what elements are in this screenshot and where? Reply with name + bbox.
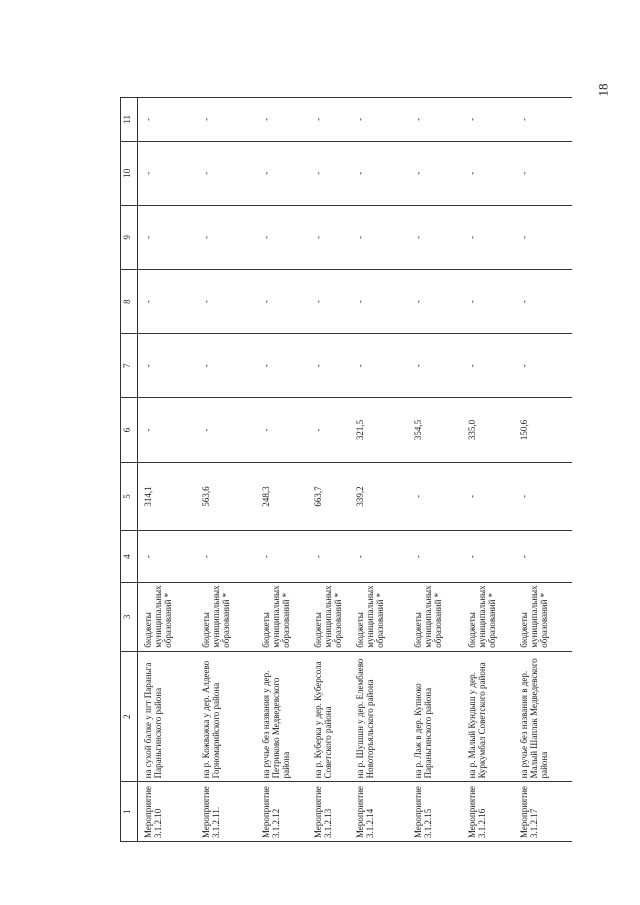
cell-col-11: - (408, 98, 462, 142)
cell-col-5: 563,6 (196, 462, 256, 531)
cell-col-8: - (256, 270, 308, 334)
cell-col-1: Мероприятие 3.1.2.11. (196, 782, 256, 842)
cell-col-5: 314,1 (138, 462, 196, 531)
cell-col-11: - (256, 98, 308, 142)
cell-col-4: - (308, 531, 350, 583)
cell-col-11: - (514, 98, 572, 142)
cell-col-4: - (514, 531, 572, 583)
cell-col-8: - (308, 270, 350, 334)
col-header-7: 7 (121, 334, 138, 398)
table-row (308, 98, 350, 842)
cell-col-10: - (256, 141, 308, 205)
cell-col-4: - (138, 531, 196, 583)
cell-col-1: Мероприятие 3.1.2.16 (462, 782, 514, 842)
cell-col-8: - (350, 270, 408, 334)
cell-col-3: бюджеты муниципальных образований * (350, 582, 408, 651)
cell-col-2: на ручье без названия у дер. Петриково Медведевского района (256, 651, 308, 782)
cell-col-7: - (196, 334, 256, 398)
cell-col-1: Мероприятие 3.1.2.13 (308, 782, 350, 842)
col-header-5: 5 (121, 462, 138, 531)
table-body (138, 98, 572, 842)
cell-col-6: 321,5 (350, 398, 408, 462)
cell-col-5: 663,7 (308, 462, 350, 531)
table-row (408, 98, 462, 842)
cell-col-8: - (514, 270, 572, 334)
cell-col-3: бюджеты муниципальных образований * (256, 582, 308, 651)
table-row (196, 98, 256, 842)
cell-col-7: - (350, 334, 408, 398)
cell-col-1: Мероприятие 3.1.2.14 (350, 782, 408, 842)
table-row (256, 98, 308, 842)
cell-col-7: - (138, 334, 196, 398)
col-header-11: 11 (121, 98, 138, 142)
budget-table (120, 97, 572, 842)
table-row (514, 98, 572, 842)
col-header-9: 9 (121, 205, 138, 269)
cell-col-1: Мероприятие 3.1.2.17 (514, 782, 572, 842)
cell-col-7: - (514, 334, 572, 398)
cell-col-9: - (350, 205, 408, 269)
cell-col-11: - (308, 98, 350, 142)
cell-col-6: - (196, 398, 256, 462)
cell-col-2: на сухой балке у пгт Параньга Параньгинского района (138, 651, 196, 782)
col-header-8: 8 (121, 270, 138, 334)
cell-col-8: - (462, 270, 514, 334)
cell-col-4: - (462, 531, 514, 583)
col-header-1: 1 (121, 782, 138, 842)
cell-col-9: - (408, 205, 462, 269)
cell-col-2: на р. Малый Кундыш у дер. Куркумбал Советского района (462, 651, 514, 782)
cell-col-2: на р. Кожважка у дер. Алдеево Горномарийского района (196, 651, 256, 782)
cell-col-7: - (256, 334, 308, 398)
cell-col-10: - (308, 141, 350, 205)
cell-col-11: - (138, 98, 196, 142)
cell-col-10: - (408, 141, 462, 205)
cell-col-6: - (138, 398, 196, 462)
cell-col-10: - (462, 141, 514, 205)
cell-col-5: - (408, 462, 462, 531)
cell-col-3: бюджеты муниципальных образований * (462, 582, 514, 651)
cell-col-3: бюджеты муниципальных образований * (308, 582, 350, 651)
col-header-10: 10 (121, 141, 138, 205)
cell-col-4: - (256, 531, 308, 583)
cell-col-9: - (196, 205, 256, 269)
cell-col-5: - (462, 462, 514, 531)
cell-col-9: - (138, 205, 196, 269)
cell-col-11: - (196, 98, 256, 142)
cell-col-9: - (256, 205, 308, 269)
table-row (462, 98, 514, 842)
cell-col-7: - (408, 334, 462, 398)
cell-col-4: - (196, 531, 256, 583)
table-row (350, 98, 408, 842)
cell-col-8: - (196, 270, 256, 334)
cell-col-6: 335,0 (462, 398, 514, 462)
cell-col-2: на р. Куберка у дер. Куберсола Советского района (308, 651, 350, 782)
cell-col-10: - (350, 141, 408, 205)
col-header-2: 2 (121, 651, 138, 782)
cell-col-3: бюджеты муниципальных образований * (138, 582, 196, 651)
cell-col-5: 248,3 (256, 462, 308, 531)
cell-col-5: - (514, 462, 572, 531)
cell-col-6: 354,5 (408, 398, 462, 462)
cell-col-2: на р. Лаж в дер. Купноко Параньгинского района (408, 651, 462, 782)
cell-col-4: - (350, 531, 408, 583)
cell-col-6: 150,6 (514, 398, 572, 462)
cell-col-8: - (408, 270, 462, 334)
cell-col-8: - (138, 270, 196, 334)
cell-col-2: на ручье без названия в дер. Малый Шаплак Медведевского района (514, 651, 572, 782)
cell-col-10: - (138, 141, 196, 205)
col-header-3: 3 (121, 582, 138, 651)
cell-col-10: - (514, 141, 572, 205)
cell-col-3: бюджеты муниципальных образований * (408, 582, 462, 651)
cell-col-9: - (514, 205, 572, 269)
rotated-table-container (120, 97, 549, 842)
cell-col-1: Мероприятие 3.1.2.12 (256, 782, 308, 842)
cell-col-5: 339,2 (350, 462, 408, 531)
cell-col-1: Мероприятие 3.1.2.10 (138, 782, 196, 842)
page-number: 18 (595, 83, 611, 97)
cell-col-7: - (462, 334, 514, 398)
cell-col-3: бюджеты муниципальных образований * (196, 582, 256, 651)
cell-col-9: - (462, 205, 514, 269)
header-row (121, 98, 138, 842)
cell-col-6: - (256, 398, 308, 462)
cell-col-3: бюджеты муниципальных образований * (514, 582, 572, 651)
col-header-6: 6 (121, 398, 138, 462)
col-header-4: 4 (121, 531, 138, 583)
cell-col-11: - (350, 98, 408, 142)
cell-col-11: - (462, 98, 514, 142)
cell-col-9: - (308, 205, 350, 269)
cell-col-1: Мероприятие 3.1.2.15 (408, 782, 462, 842)
cell-col-6: - (308, 398, 350, 462)
cell-col-10: - (196, 141, 256, 205)
cell-col-2: на р. Шушшн у дер. Елембаево Новоторъяльского района (350, 651, 408, 782)
cell-col-7: - (308, 334, 350, 398)
table-row (138, 98, 196, 842)
cell-col-4: - (408, 531, 462, 583)
